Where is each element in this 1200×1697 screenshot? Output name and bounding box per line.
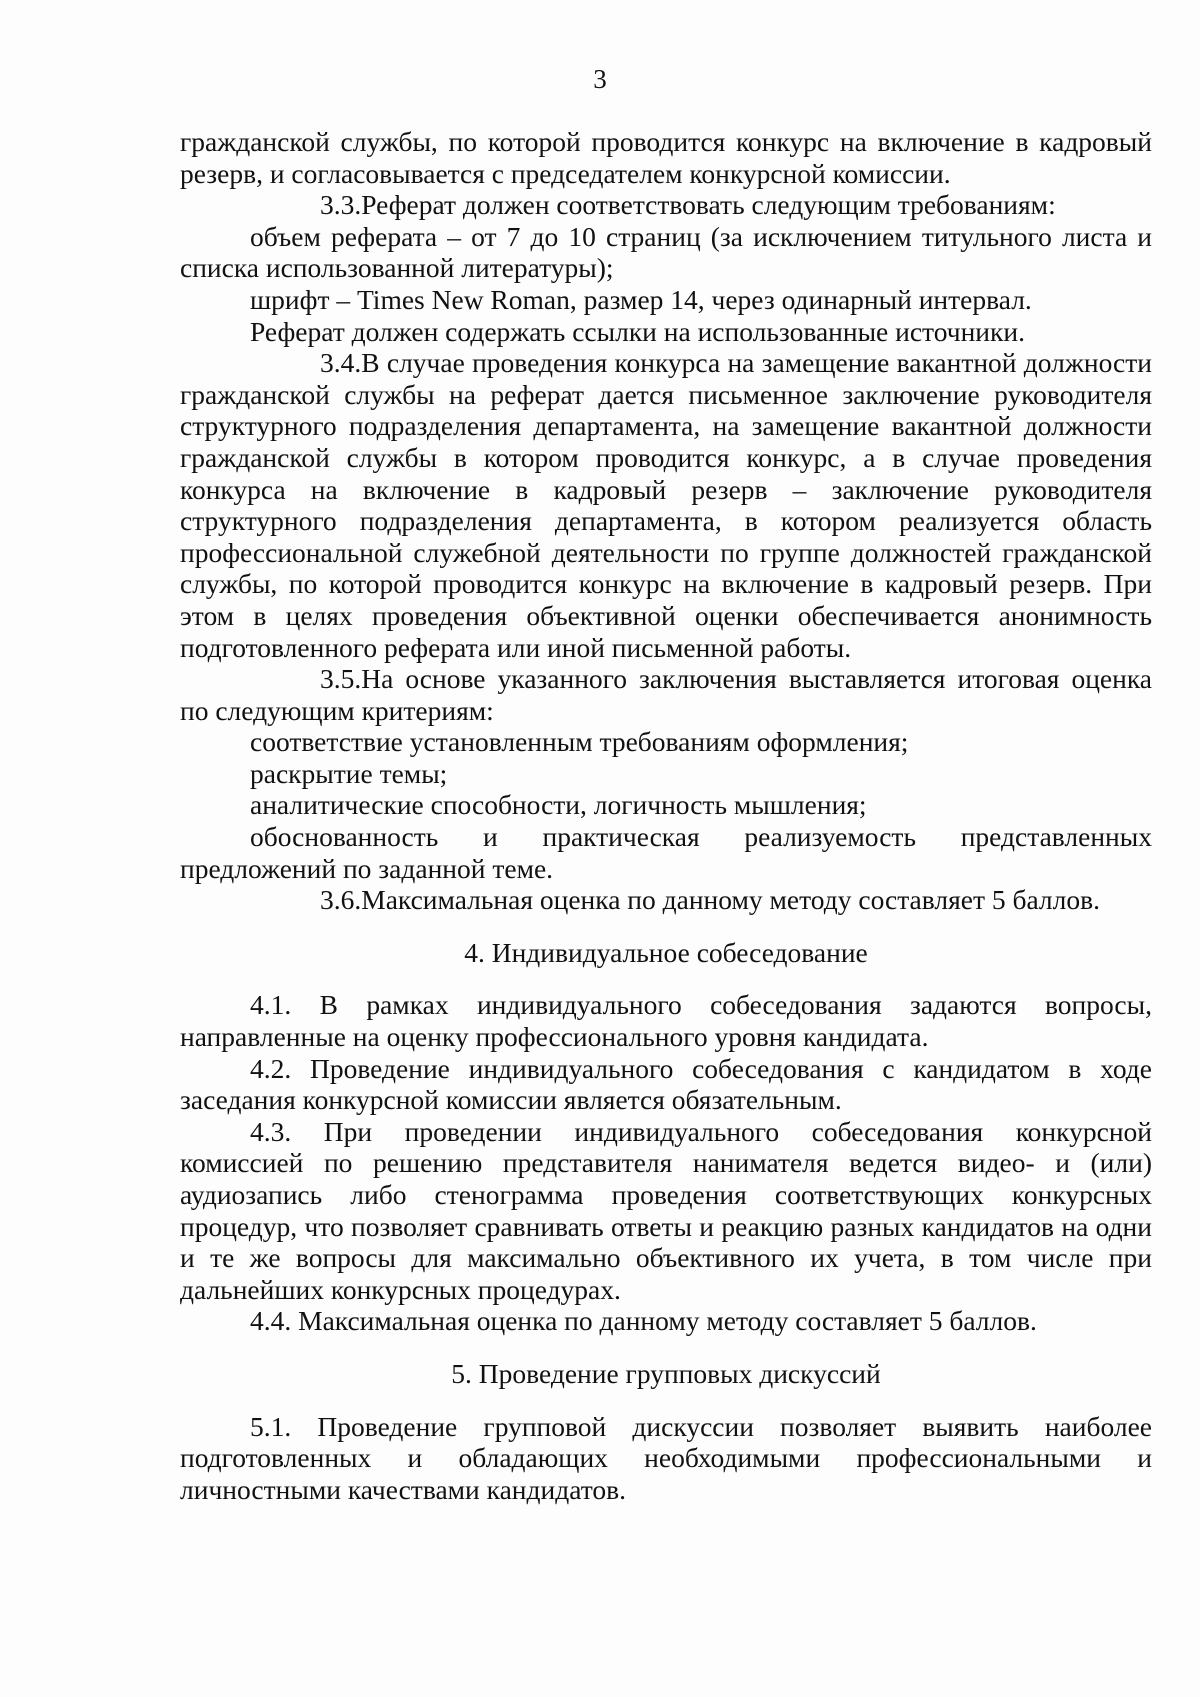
list-item: раскрытие темы; bbox=[250, 757, 448, 789]
clause-text: Максимальная оценка по данному методу составляет 5 баллов. bbox=[361, 884, 1100, 916]
clause-text: В случае проведения конкурса на замещение вакантной должности гражданской службы на реферат дается письменное заключение руководителя структурного подразделения департамента, на замещение вакантной должности гражданской службы в котором проводится конкурс, а в случае проведения конкурса на включение в кадровый резерв – заключение руководителя структурного подразделения департамента, в котором реализуется область профессиональной служебной деятельности по группе должностей гражданской службы, по которой проводится конкурс на включение в кадровый резерв. При этом в целях проведения объективной оценки обеспечивается анонимность подготовленного реферата или иной письменной работы. bbox=[180, 347, 1152, 663]
section-heading-4: 4. Индивидуальное собеседование bbox=[464, 936, 868, 968]
clause-text: Реферат должен соответствовать следующим требованиям: bbox=[361, 189, 1056, 221]
clause-number: 3.5. bbox=[320, 663, 362, 695]
paragraph-4-4: 4.4. Максимальная оценка по данному методу составляет 5 баллов. bbox=[250, 1305, 1037, 1337]
clause-number: 3.6. bbox=[320, 884, 362, 916]
paragraph-4-2: 4.2. Проведение индивидуального собеседования с кандидатом в ходе заседания конкурсной комиссии является обязательным. bbox=[180, 1052, 1152, 1116]
clause-number: 3.4. bbox=[320, 347, 362, 379]
paragraph-3-4 bbox=[180, 347, 1152, 663]
paragraph-3-6 bbox=[180, 884, 1152, 916]
paragraph: шрифт – Times New Roman, размер 14, через одинарный интервал. bbox=[250, 283, 1032, 315]
document-body bbox=[180, 126, 1152, 1505]
paragraph-5-1: 5.1. Проведение групповой дискуссии позволяет выявить наиболее подготовленных и обладающих необходимыми профессиональными и личностными качествами кандидатов. bbox=[180, 1410, 1152, 1505]
clause-text: На основе указанного заключения выставляется итоговая оценка по следующим критериям: bbox=[180, 663, 1152, 726]
paragraph: объем реферата – от 7 до 10 страниц (за исключением титульного листа и списка использованной литературы); bbox=[180, 220, 1152, 284]
paragraph-4-1: 4.1. В рамках индивидуального собеседования задаются вопросы, направленные на оценку профессионального уровня кандидата. bbox=[180, 989, 1152, 1053]
section-heading-5: 5. Проведение групповых дискуссий bbox=[451, 1357, 881, 1389]
list-item: аналитические способности, логичность мышления; bbox=[250, 789, 867, 821]
paragraph-3-5 bbox=[180, 663, 1152, 726]
clause-number: 3.3. bbox=[320, 189, 362, 221]
paragraph-3-3 bbox=[180, 189, 1152, 221]
page-number: 3 bbox=[593, 64, 607, 94]
paragraph: гражданской службы, по которой проводится конкурс на включение в кадровый резерв, и согласовывается с председателем конкурсной комиссии. bbox=[180, 126, 1152, 189]
paragraph: Реферат должен содержать ссылки на использованные источники. bbox=[250, 315, 1025, 347]
paragraph-4-3: 4.3. При проведении индивидуального собеседования конкурсной комиссией по решению представителя нанимателя ведется видео- и (или) аудиозапись либо стенограмма проведения соответствующих конкурсных процедур, что позволяет сравнивать ответы и реакцию разных кандидатов на одни и те же вопросы для максимально объективного их учета, в том числе при дальнейших конкурсных процедурах. bbox=[180, 1115, 1152, 1305]
list-item: соответствие установленным требованиям оформления; bbox=[250, 726, 909, 758]
list-item: обоснованность и практическая реализуемость представленных предложений по заданной теме. bbox=[180, 821, 1152, 884]
